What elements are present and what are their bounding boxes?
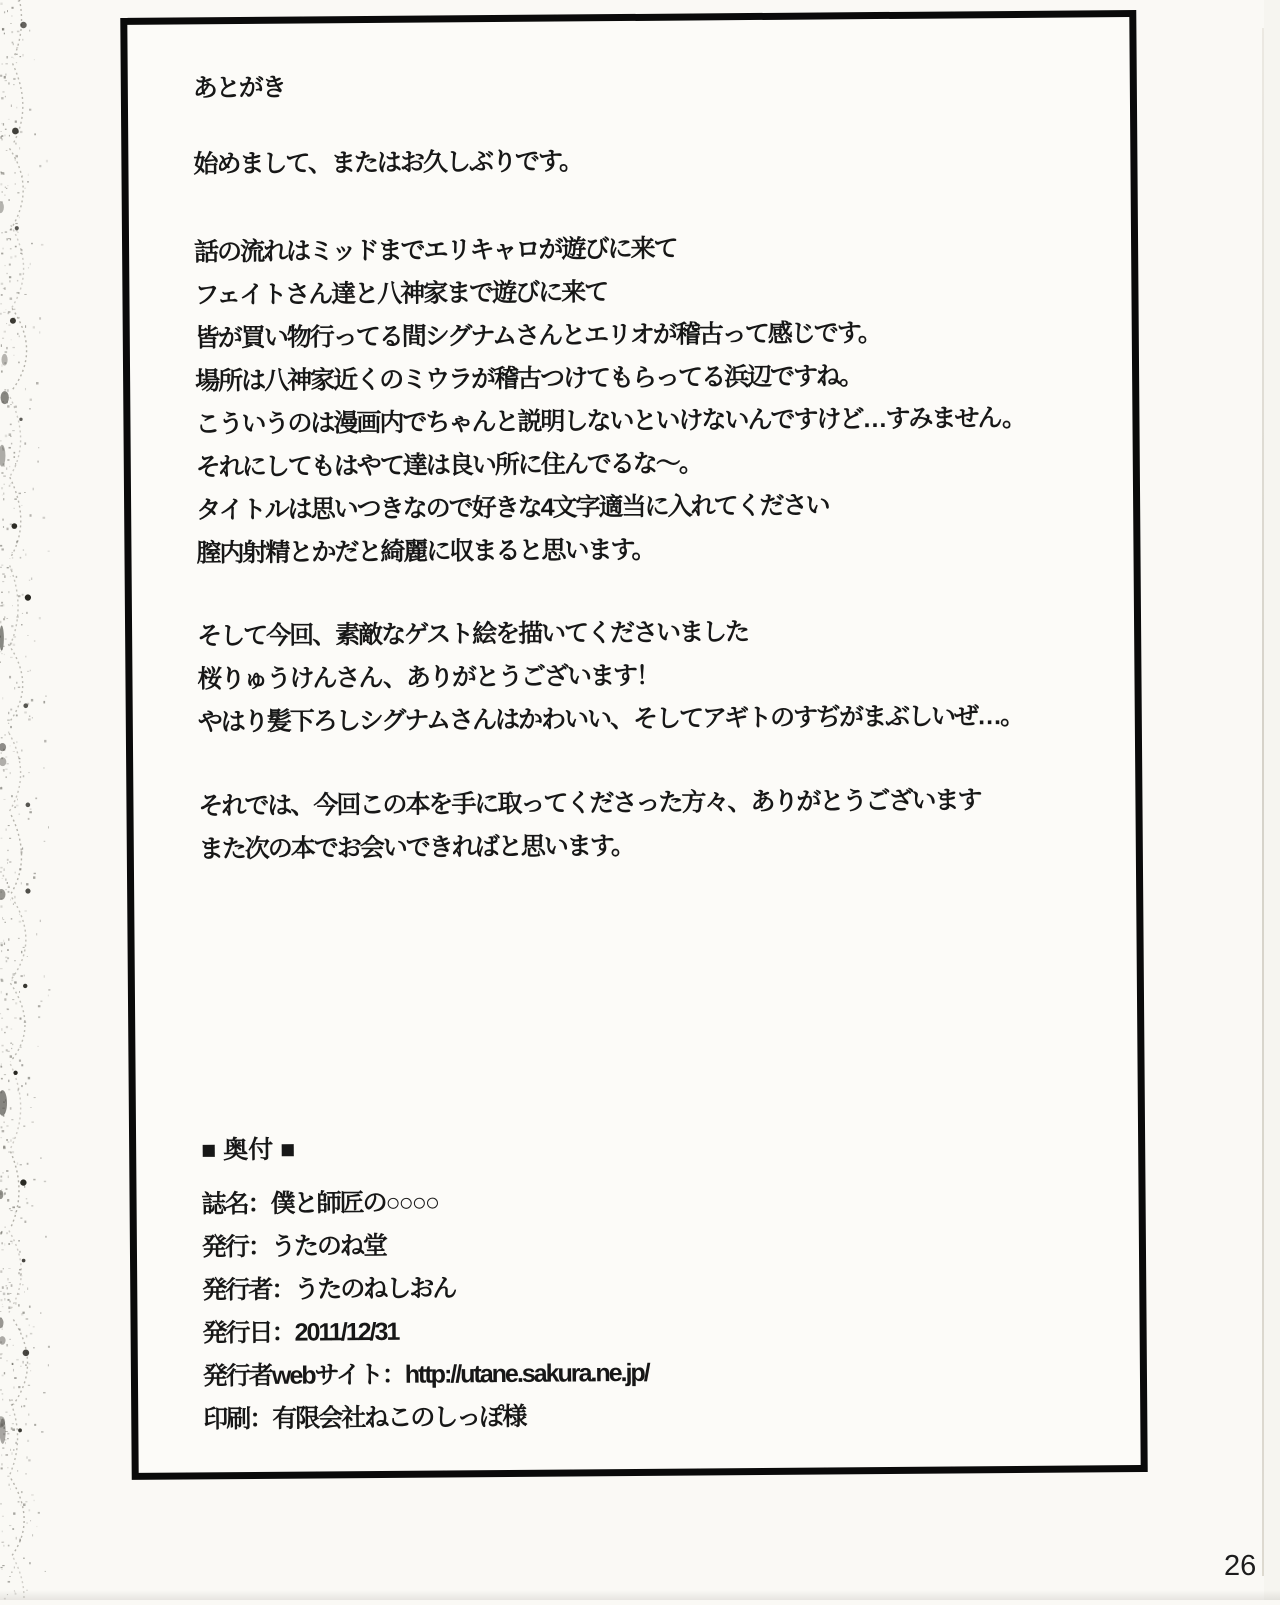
colophon-entry-publisher: 発行：うたのね堂 [201, 1231, 387, 1262]
afterword-title-block [193, 60, 1093, 110]
colophon-entry-printer: 印刷：有限会社ねこのしっぽ様 [203, 1402, 526, 1434]
paragraph-2 [197, 608, 1098, 744]
afterword-content [192, 0, 1092, 1434]
colophon-entry-author: 発行者：うたのねしおん [202, 1274, 456, 1305]
scan-bottom-shadow [0, 1590, 1280, 1600]
greeting-line: 始めまして、またはお久しぶりです。 [193, 147, 583, 179]
page-number: 26 [1224, 1550, 1257, 1582]
afterword-line: 膣内射精とかだと綺麗に収まると思います。 [196, 535, 655, 568]
colophon-entry-website: 発行者webサイト：http://utane.sakura.ne.jp/ [202, 1358, 649, 1391]
colophon-heading-block [201, 1122, 1101, 1172]
paragraph-3 [198, 778, 1099, 871]
colophon-heading: ■ 奥付 ■ [201, 1135, 296, 1165]
afterword-line: それにしてもはやて達は良い所に住んでるな〜。 [195, 449, 702, 482]
afterword-line: 桜りゅうけんさん、ありがとうございます！ [197, 661, 660, 694]
paragraph-1 [194, 224, 1097, 575]
afterword-title: あとがき [192, 73, 285, 103]
afterword-line: それでは、今回この本を手に取ってくださった方々、ありがとうございます [198, 786, 981, 821]
afterword-line: 場所は八神家近くのミウラが稽古つけてもらってる浜辺ですね。 [195, 362, 863, 396]
afterword-line: やはり髪下ろしシグナムさんはかわいい、そしてアギトのすぢがまぶしいぜ…。 [197, 701, 1024, 737]
colophon-entry-title: 誌名：僕と師匠の○○○○ [201, 1188, 439, 1219]
afterword-line: 皆が買い物行ってる間シグナムさんとエリオが稽古って感じです。 [194, 319, 881, 353]
afterword-line: タイトルは思いつきなので好きな4文字適当に入れてください [196, 491, 829, 525]
afterword-line: こういうのは漫画内でちゃんと説明しないといけないんですけど…すみません。 [195, 403, 1026, 439]
afterword-line: そして今回、素敵なゲスト絵を描いてくださいました [197, 618, 749, 651]
greeting-block [193, 136, 1093, 186]
afterword-line: 話の流れはミッドまでエリキャロが遊びに来て [194, 234, 677, 267]
colophon-entry-date: 発行日：2011/12/31 [202, 1317, 399, 1348]
afterword-line: また次の本でお会いできればと思います。 [198, 831, 634, 864]
colophon-block [201, 1176, 1103, 1441]
afterword-line: フェイトさん達と八神家まで遊びに来て [194, 278, 608, 310]
